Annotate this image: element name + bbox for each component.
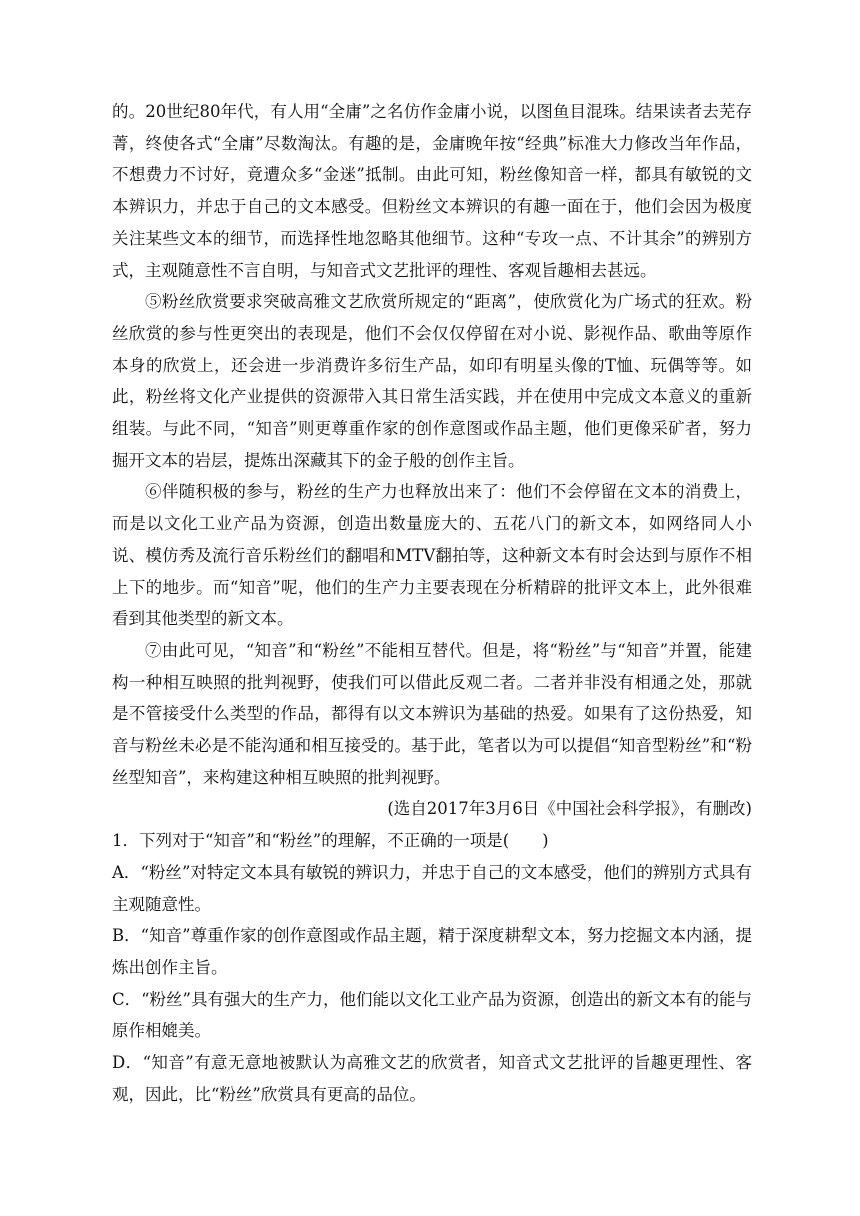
option-a: A．“粉丝”对特定文本具有敏锐的辨识力，并忠于自己的文本感受，他们的辨别方式具有主观随意性。: [112, 862, 752, 914]
option-b: B．“知音”尊重作家的创作意图或作品主题，精于深度耕犁文本，努力挖掘文本内涵，提炼出创作主旨。: [112, 926, 752, 977]
option-d: D．“知音”有意无意地被默认为高雅文艺的欣赏者，知音式文艺批评的旨趣更理性、客观，因此，比“粉丝”欣赏具有更高的品位。: [112, 1053, 752, 1104]
article-source: (选自2017年3月6日《中国社会科学报》，有删改): [387, 799, 752, 819]
document-page: [112, 96, 752, 1111]
question-stem: 1．下列对于“知音”和“粉丝”的理解，不正确的一项是( ): [112, 831, 549, 851]
option-c: C．“粉丝”具有强大的生产力，他们能以文化工业产品为资源，创造出的新文本有的能与原作相媲美。: [112, 989, 752, 1041]
paragraph-continued: 的。20世纪80年代，有人用“全庸”之名仿作金庸小说，以图鱼目混珠。结果读者去芜存菁，终使各式“全庸”尽数淘汰。有趣的是，金庸晚年按“经典”标准大力修改当年作品，不想费力不讨好，竟遭众多“金迷”抵制。由此可知，粉丝像知音一样，都具有敏锐的文本辨识力，并忠于自己的文本感受。但粉丝文本辨识的有趣一面在于，他们会因为极度关注某些文本的细节，而选择性地忽略其他细节。这种“专攻一点、不计其余”的辨别方式，主观随意性不言自明，与知音式文艺批评的理性、客观旨趣相去甚远。: [112, 102, 752, 280]
paragraph-6: ⑥伴随积极的参与，粉丝的生产力也释放出来了：他们不会停留在文本的消费上，而是以文化工业产品为资源，创造出数量庞大的、五花八门的新文本，如网络同人小说、模仿秀及流行音乐粉丝们的翻唱和MTV翻拍等，这种新文本有时会达到与原作不相上下的地步。而“知音”呢，他们的生产力主要表现在分析精辟的批评文本上，此外很难看到其他类型的新文本。: [112, 482, 752, 629]
paragraph-5: ⑤粉丝欣赏要求突破高雅文艺欣赏所规定的“距离”，使欣赏化为广场式的狂欢。粉丝欣赏的参与性更突出的表现是，他们不会仅仅停留在对小说、影视作品、歌曲等原作本身的欣赏上，还会进一步消费许多衍生产品，如印有明星头像的T恤、玩偶等等。如此，粉丝将文化产业提供的资源带入其日常生活实践，并在使用中完成文本意义的重新组装。与此不同，“知音”则更尊重作家的创作意图或作品主题，他们更像采矿者，努力掘开文本的岩层，提炼出深藏其下的金子般的创作主旨。: [112, 292, 752, 470]
paragraph-7: ⑦由此可见，“知音”和“粉丝”不能相互替代。但是，将“粉丝”与“知音”并置，能建构一种相互映照的批判视野，使我们可以借此反观二者。二者并非没有相通之处，那就是不管接受什么类型的作品，都得有以文本辨识为基础的热爱。如果有了这份热爱，知音与粉丝未必是不能沟通和相互接受的。基于此，笔者以为可以提倡“知音型粉丝”和“粉丝型知音”，来构建这种相互映照的批判视野。: [112, 640, 752, 787]
